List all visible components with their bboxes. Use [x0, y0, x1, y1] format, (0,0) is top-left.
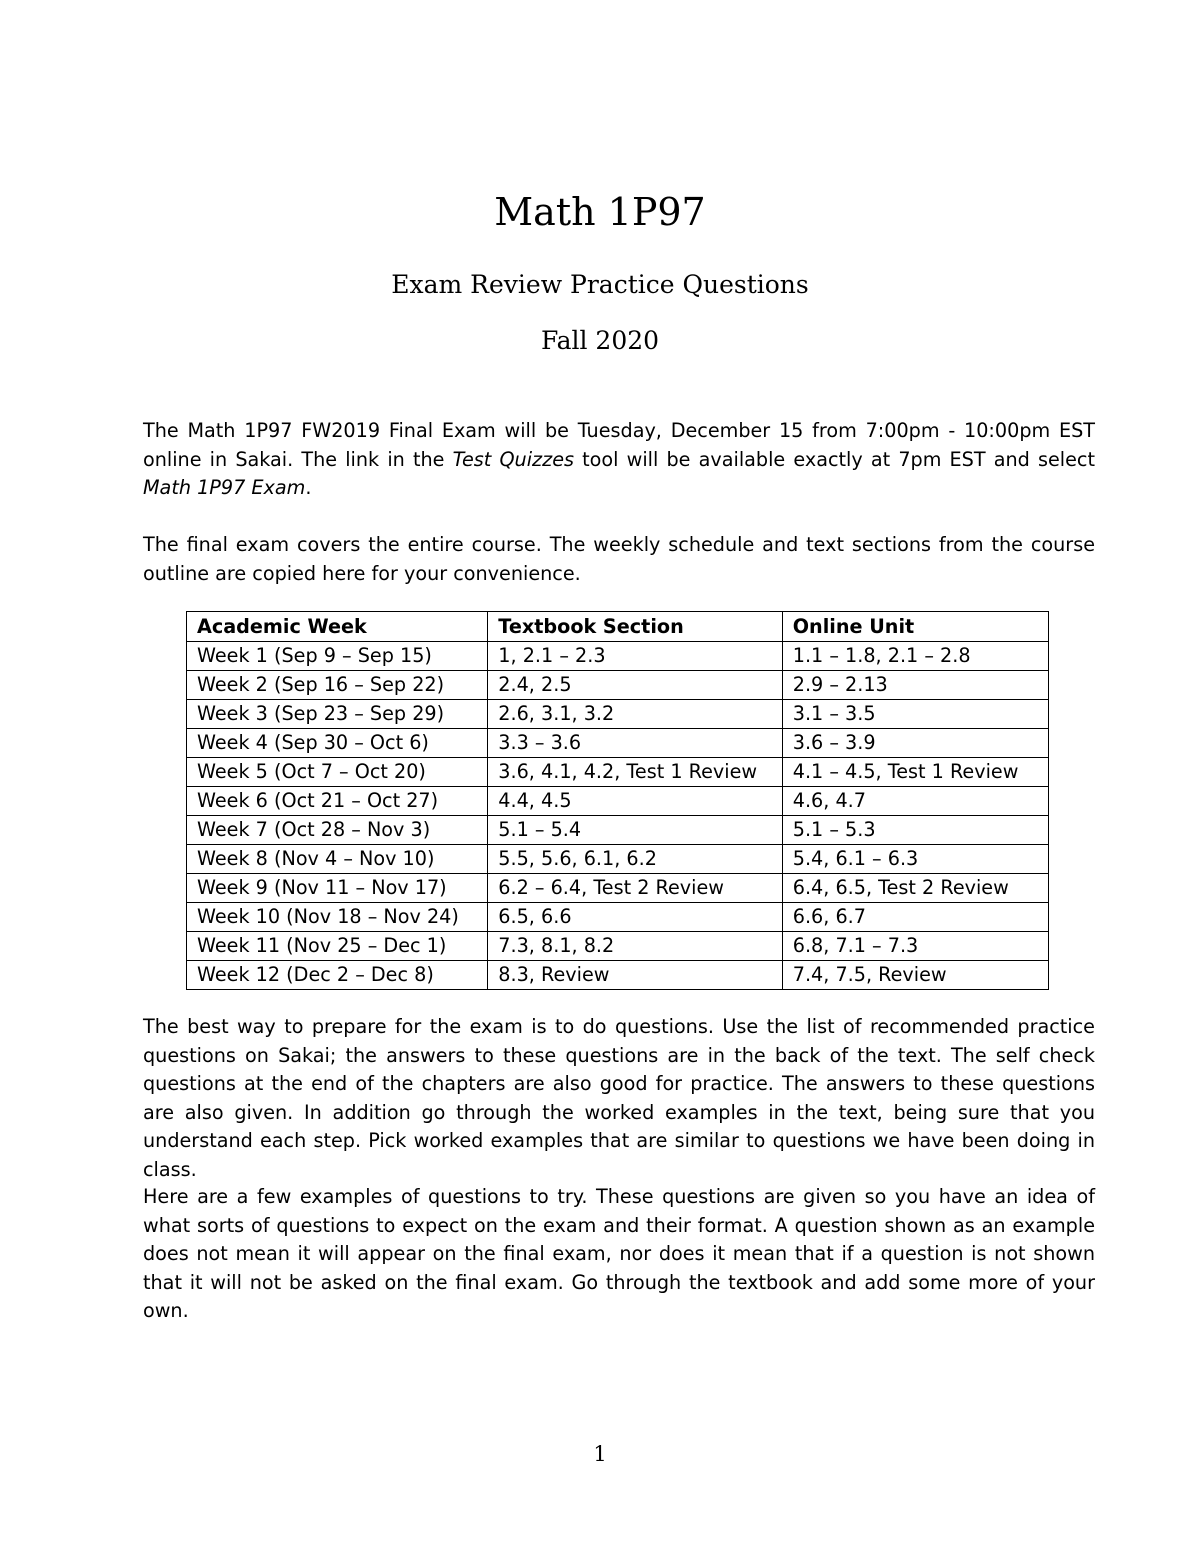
exam-name: Math 1P97 Exam — [143, 476, 306, 500]
header-textbook-section: Textbook Section — [488, 612, 782, 642]
table-row — [187, 874, 1049, 903]
document-term: Fall 2020 — [540, 326, 660, 355]
table-row — [187, 671, 1049, 700]
week-cell: Week 5 (Oct 7 – Oct 20) — [187, 758, 488, 787]
unit-cell: 4.6, 4.7 — [782, 787, 1048, 816]
section-cell: 2.6, 3.1, 3.2 — [488, 700, 782, 729]
section-cell: 3.3 – 3.6 — [488, 729, 782, 758]
preparation-paragraph: The best way to prepare for the exam is to do questions. Use the list of recommended practice questions on Sakai; the answers to these questions are in the back of the text. The self check questions at the end of the chapters are also good for practice. The answers to these questions are also given. In addition go through the worked examples in the text, being sure that you understand each step. Pick worked examples that are similar to questions we have been doing in class. — [143, 1015, 1095, 1181]
unit-cell: 5.4, 6.1 – 6.3 — [782, 845, 1048, 874]
section-cell: 7.3, 8.1, 8.2 — [488, 932, 782, 961]
examples-paragraph: Here are a few examples of questions to try. These questions are given so you have an idea of what sorts of questions to expect on the exam and their format. A question shown as an example does not mean it will appear on the final exam, nor does it mean that if a question is not shown that it will not be asked on the final exam. Go through the textbook and add some more of your own. — [143, 1185, 1095, 1323]
unit-cell: 7.4, 7.5, Review — [782, 961, 1048, 990]
unit-cell: 3.1 – 3.5 — [782, 700, 1048, 729]
intro-text-3: . — [305, 476, 312, 500]
unit-cell: 6.8, 7.1 – 7.3 — [782, 932, 1048, 961]
header-online-unit: Online Unit — [782, 612, 1048, 642]
unit-cell: 4.1 – 4.5, Test 1 Review — [782, 758, 1048, 787]
table-row — [187, 903, 1049, 932]
page-number: 1 — [593, 1442, 607, 1466]
week-cell: Week 11 (Nov 25 – Dec 1) — [187, 932, 488, 961]
header-academic-week: Academic Week — [187, 612, 488, 642]
week-cell: Week 1 (Sep 9 – Sep 15) — [187, 642, 488, 671]
tool-name: Test Quizzes — [452, 447, 574, 471]
section-cell: 2.4, 2.5 — [488, 671, 782, 700]
intro-text-1: The Math 1P97 FW2019 Final Exam will be Tuesday, December 15 from 7:00pm - 10:00pm EST online in Sakai. The link in the — [143, 419, 1095, 471]
week-cell: Week 2 (Sep 16 – Sep 22) — [187, 671, 488, 700]
table-row — [187, 642, 1049, 671]
table-row — [187, 961, 1049, 990]
table-row — [187, 700, 1049, 729]
week-cell: Week 7 (Oct 28 – Nov 3) — [187, 816, 488, 845]
coverage-paragraph: The final exam covers the entire course. The weekly schedule and text sections from the course outline are copied here for your convenience. — [143, 533, 1095, 585]
unit-cell: 1.1 – 1.8, 2.1 – 2.8 — [782, 642, 1048, 671]
week-cell: Week 12 (Dec 2 – Dec 8) — [187, 961, 488, 990]
section-cell: 1, 2.1 – 2.3 — [488, 642, 782, 671]
document-subtitle: Exam Review Practice Questions — [391, 270, 809, 299]
section-cell: 5.1 – 5.4 — [488, 816, 782, 845]
week-cell: Week 10 (Nov 18 – Nov 24) — [187, 903, 488, 932]
table-row — [187, 816, 1049, 845]
schedule-header-row — [187, 612, 1049, 642]
unit-cell: 2.9 – 2.13 — [782, 671, 1048, 700]
table-row — [187, 758, 1049, 787]
section-cell: 4.4, 4.5 — [488, 787, 782, 816]
table-row — [187, 729, 1049, 758]
schedule-table — [186, 611, 1049, 990]
unit-cell: 6.6, 6.7 — [782, 903, 1048, 932]
section-cell: 5.5, 5.6, 6.1, 6.2 — [488, 845, 782, 874]
week-cell: Week 3 (Sep 23 – Sep 29) — [187, 700, 488, 729]
table-row — [187, 787, 1049, 816]
section-cell: 3.6, 4.1, 4.2, Test 1 Review — [488, 758, 782, 787]
section-cell: 8.3, Review — [488, 961, 782, 990]
section-cell: 6.2 – 6.4, Test 2 Review — [488, 874, 782, 903]
unit-cell: 3.6 – 3.9 — [782, 729, 1048, 758]
document-title: Math 1P97 — [494, 190, 706, 234]
intro-paragraph — [143, 417, 1095, 503]
unit-cell: 5.1 – 5.3 — [782, 816, 1048, 845]
intro-text-2: tool will be available exactly at 7pm EST and select — [574, 447, 1096, 471]
week-cell: Week 9 (Nov 11 – Nov 17) — [187, 874, 488, 903]
week-cell: Week 6 (Oct 21 – Oct 27) — [187, 787, 488, 816]
table-row — [187, 845, 1049, 874]
week-cell: Week 4 (Sep 30 – Oct 6) — [187, 729, 488, 758]
week-cell: Week 8 (Nov 4 – Nov 10) — [187, 845, 488, 874]
section-cell: 6.5, 6.6 — [488, 903, 782, 932]
unit-cell: 6.4, 6.5, Test 2 Review — [782, 874, 1048, 903]
table-row — [187, 932, 1049, 961]
